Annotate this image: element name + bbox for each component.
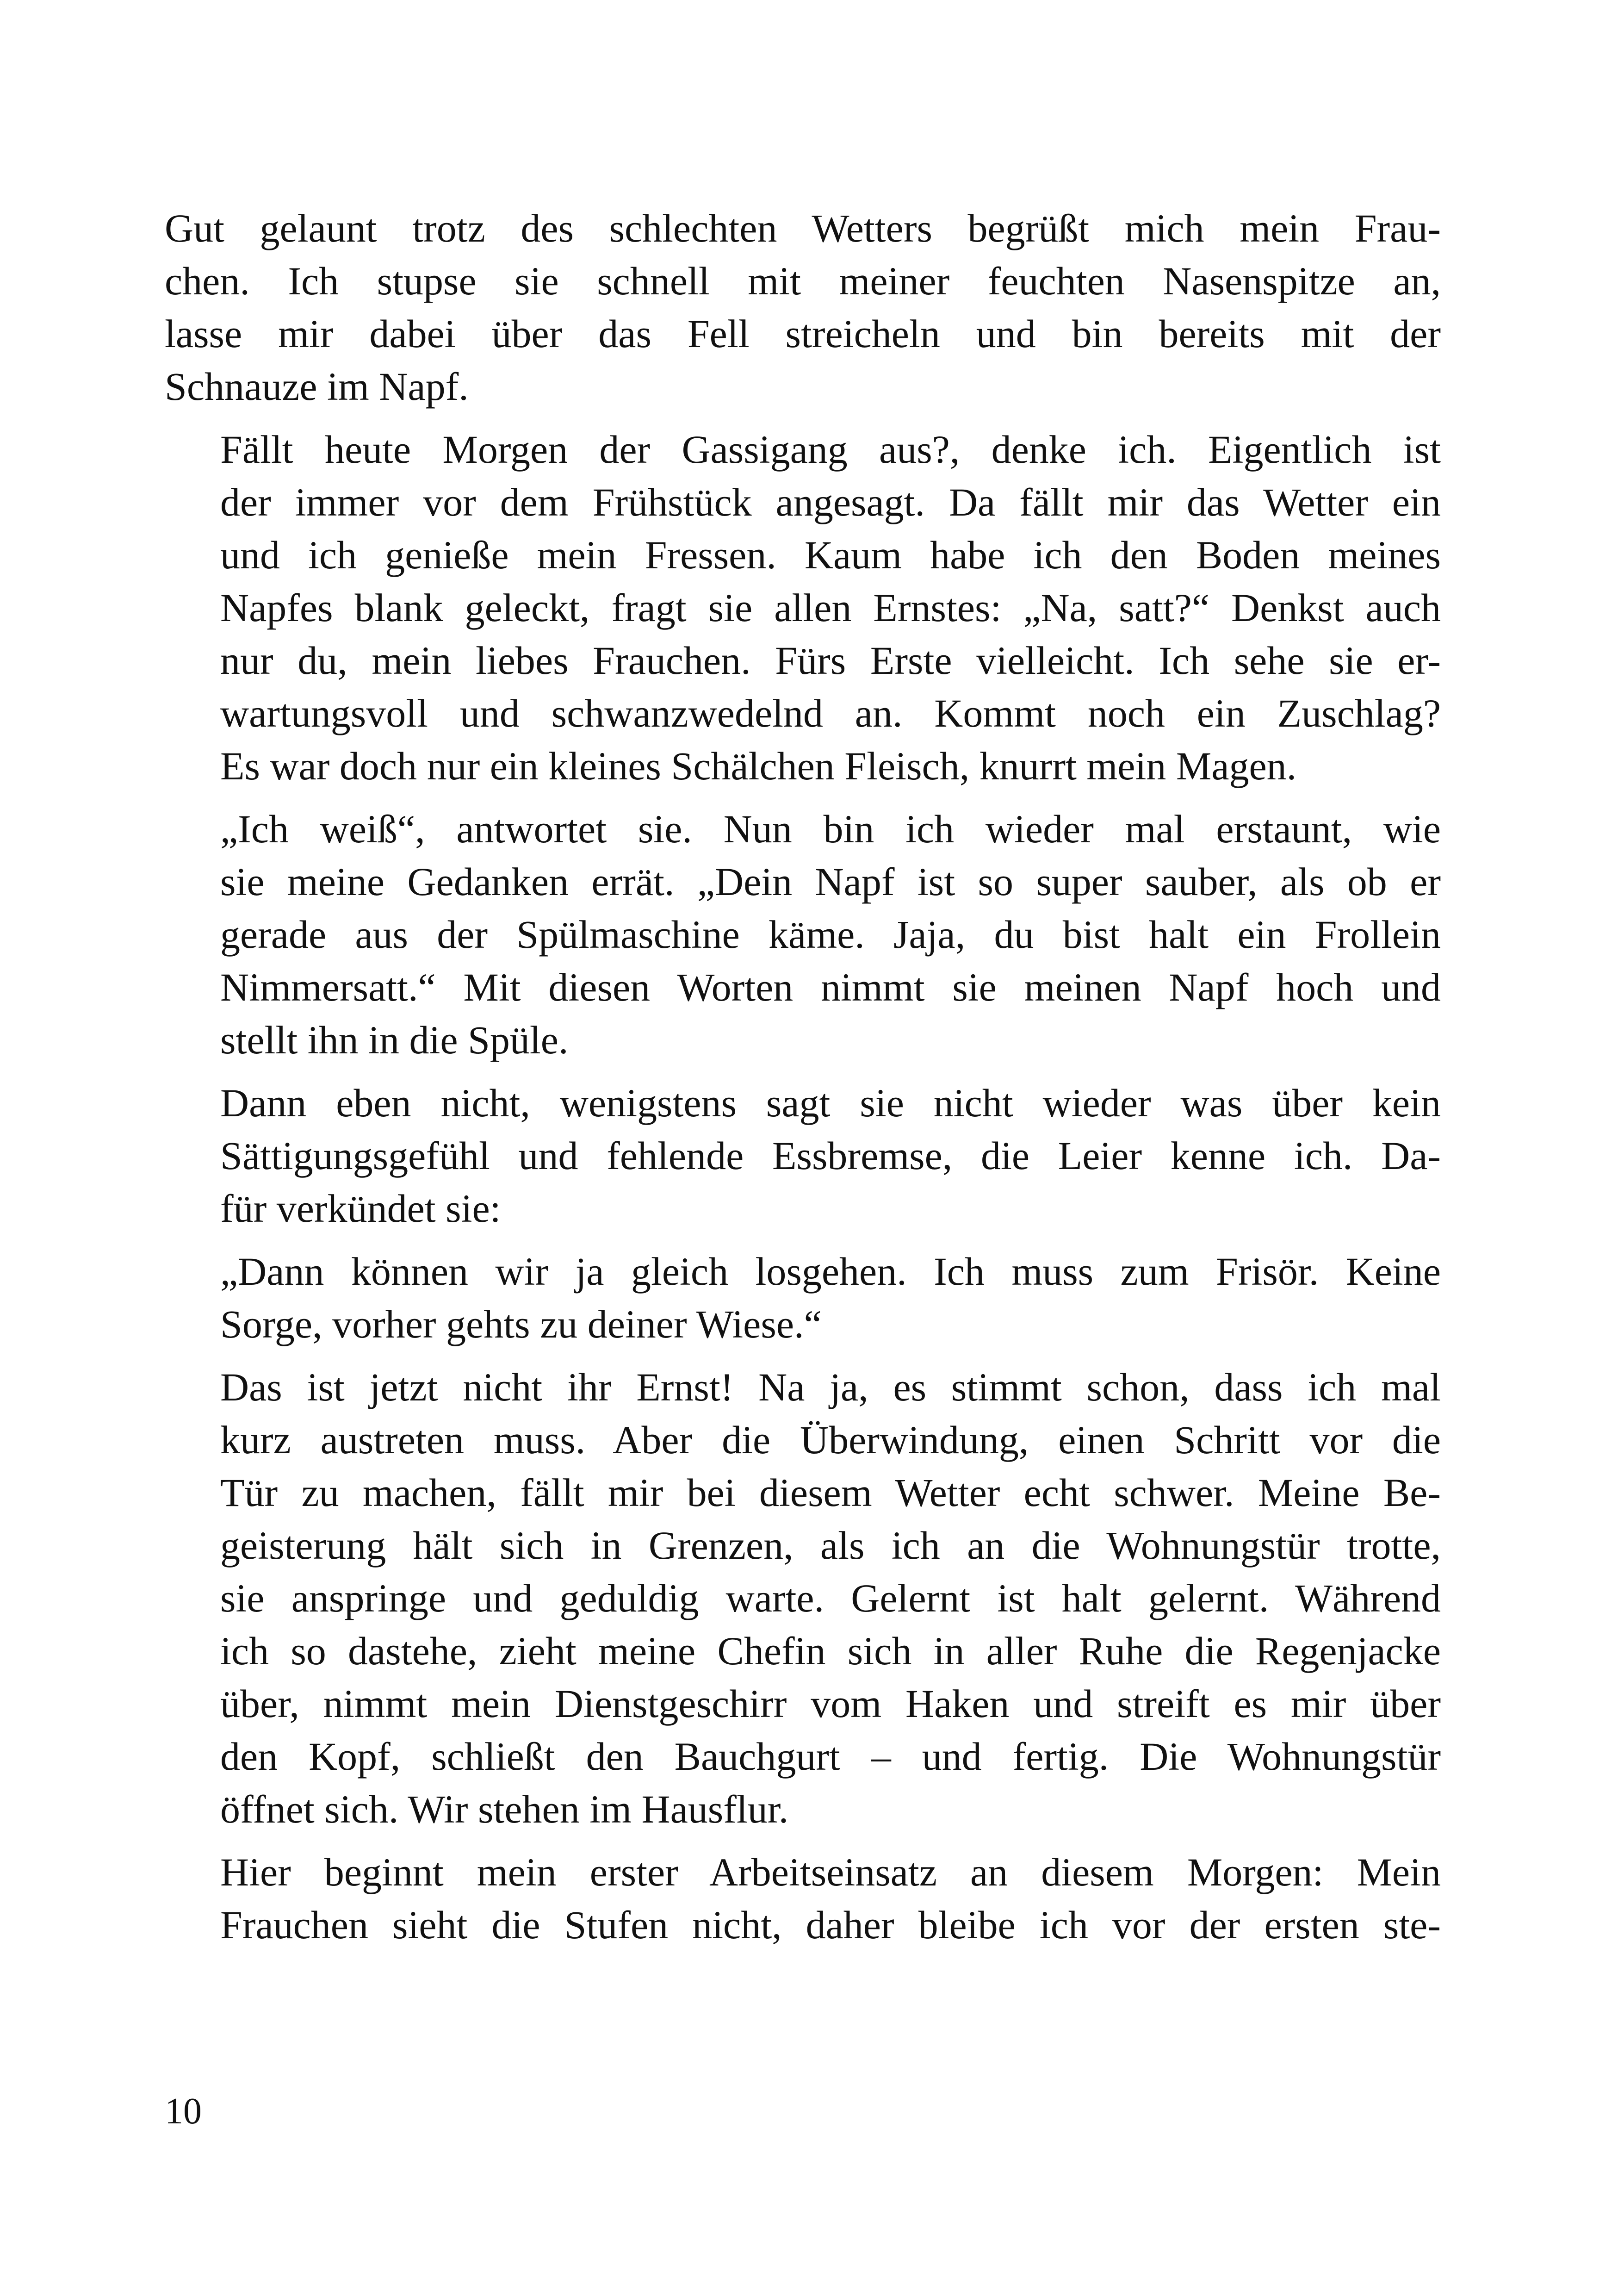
text-line: Sättigungsgefühl und fehlende Essbremse, die Leier kenne ich. Da- <box>220 1133 1441 1178</box>
text-line: lasse mir dabei über das Fell streicheln und bin bereits mit der <box>165 311 1441 356</box>
text-line: Gut gelaunt trotz des schlechten Wetters begrüßt mich mein Frau- <box>165 206 1441 250</box>
text-line: den Kopf, schließt den Bauchgurt – und fertig. Die Wohnungstür <box>220 1734 1441 1779</box>
text-line: ich so dastehe, zieht meine Chefin sich in aller Ruhe die Regenjacke <box>220 1629 1441 1673</box>
text-line: Schnauze im Napf. <box>165 364 469 409</box>
text-line: Nimmersatt.“ Mit diesen Worten nimmt sie meinen Napf hoch und <box>220 965 1441 1009</box>
text-line: gerade aus der Spülmaschine käme. Jaja, du bist halt ein Frollein <box>220 912 1441 957</box>
paragraph <box>165 423 1441 792</box>
text-line: sie anspringe und geduldig warte. Gelernt ist halt gelernt. Während <box>220 1576 1441 1620</box>
body-text <box>165 202 1441 1961</box>
text-line: Napfes blank geleckt, fragt sie allen Ernstes: „Na, satt?“ Denkst auch <box>220 585 1441 630</box>
paragraph <box>165 803 1441 1066</box>
text-line: stellt ihn in die Spüle. <box>220 1018 569 1062</box>
text-line: öffnet sich. Wir stehen im Hausflur. <box>220 1787 789 1831</box>
text-line: Es war doch nur ein kleines Schälchen Fleisch, knurrt mein Magen. <box>220 744 1297 788</box>
text-line: Dann eben nicht, wenigstens sagt sie nicht wieder was über kein <box>220 1081 1441 1125</box>
text-line: sie meine Gedanken errät. „Dein Napf ist so super sauber, als ob er <box>220 859 1441 904</box>
text-line: chen. Ich stupse sie schnell mit meiner feuchten Nasenspitze an, <box>165 259 1441 303</box>
text-line: wartungsvoll und schwanzwedelnd an. Kommt noch ein Zuschlag? <box>220 691 1441 735</box>
text-line: „Dann können wir ja gleich losgehen. Ich muss zum Frisör. Keine <box>220 1249 1441 1294</box>
text-line: kurz austreten muss. Aber die Überwindung, einen Schritt vor die <box>220 1418 1441 1462</box>
paragraph <box>165 202 1441 413</box>
text-line: Tür zu machen, fällt mir bei diesem Wetter echt schwer. Meine Be- <box>220 1470 1441 1515</box>
text-line: und ich genieße mein Fressen. Kaum habe ich den Boden meines <box>220 533 1441 577</box>
text-line: Fällt heute Morgen der Gassigang aus?, denke ich. Eigentlich ist <box>220 427 1441 472</box>
text-line: Das ist jetzt nicht ihr Ernst! Na ja, es stimmt schon, dass ich mal <box>220 1365 1441 1409</box>
paragraph <box>165 1076 1441 1235</box>
text-line: für verkündet sie: <box>220 1186 501 1231</box>
text-line: geisterung hält sich in Grenzen, als ich an die Wohnungstür trotte, <box>220 1523 1441 1568</box>
text-line: Hier beginnt mein erster Arbeitseinsatz an diesem Morgen: Mein <box>220 1850 1441 1894</box>
text-line: über, nimmt mein Dienstgeschirr vom Haken und streift es mir über <box>220 1681 1441 1726</box>
paragraph <box>165 1245 1441 1350</box>
text-line: der immer vor dem Frühstück angesagt. Da fällt mir das Wetter ein <box>220 480 1441 524</box>
text-line: Frauchen sieht die Stufen nicht, daher bleibe ich vor der ersten ste- <box>220 1903 1441 1947</box>
text-line: nur du, mein liebes Frauchen. Fürs Erste vielleicht. Ich sehe sie er- <box>220 638 1441 683</box>
page-number: 10 <box>165 2091 202 2132</box>
paragraph <box>165 1361 1441 1836</box>
paragraph <box>165 1846 1441 1951</box>
text-line: Sorge, vorher gehts zu deiner Wiese.“ <box>220 1302 822 1346</box>
text-line: „Ich weiß“, antwortet sie. Nun bin ich wieder mal erstaunt, wie <box>220 807 1441 851</box>
